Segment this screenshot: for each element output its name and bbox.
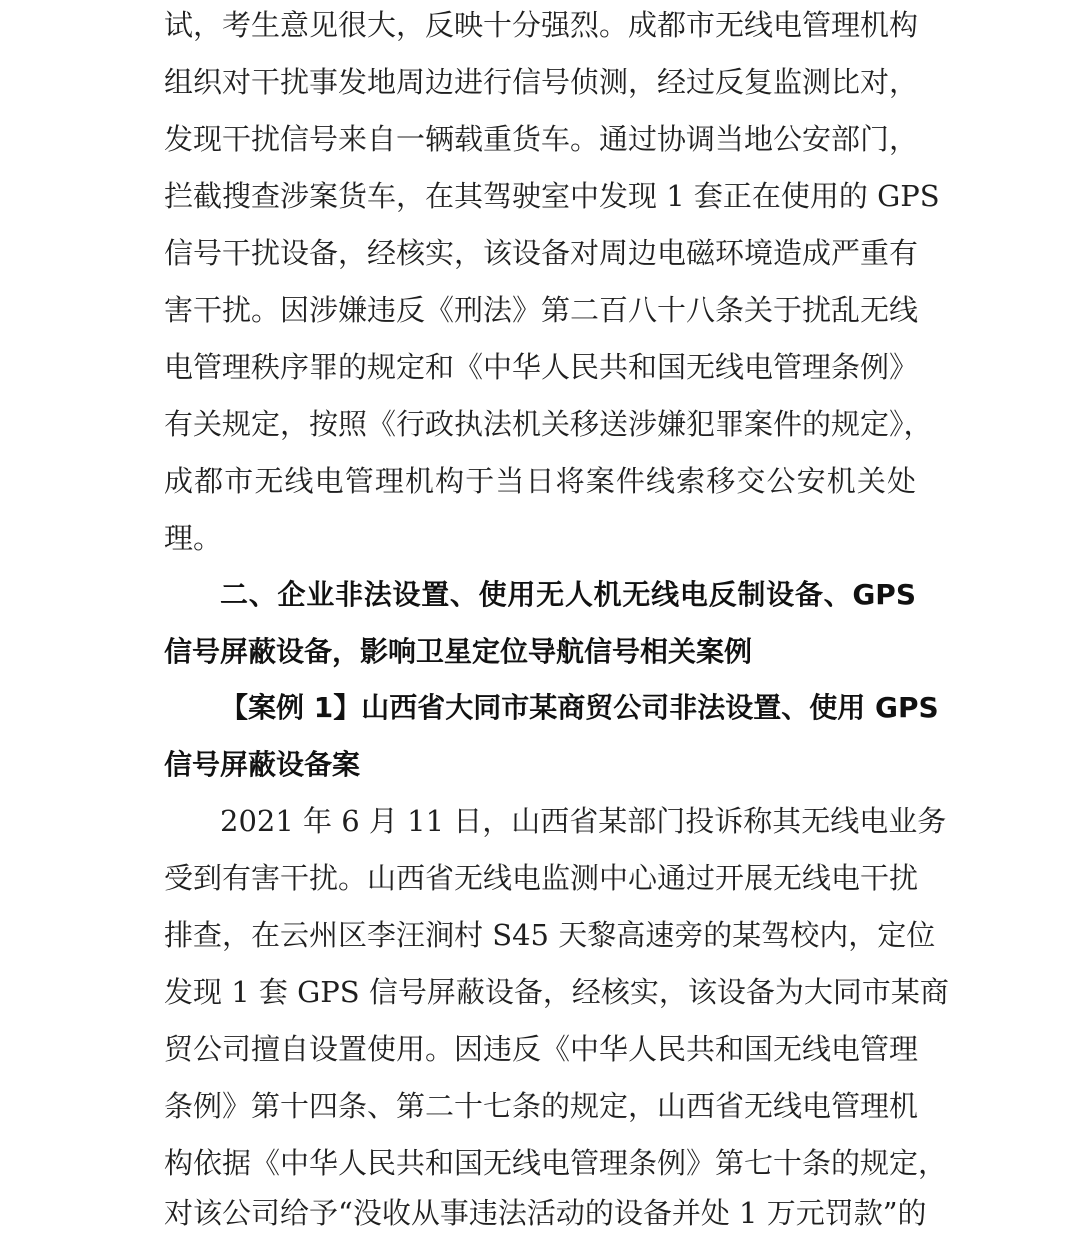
paragraph-line: 发现干扰信号来自一辆载重货车。通过协调当地公安部门， (164, 122, 919, 156)
paragraph-line: 有关规定，按照《行政执法机关移送涉嫌犯罪案件的规定》， (164, 407, 933, 441)
paragraph-line: 组织对干扰事发地周边进行信号侦测，经过反复监测比对， (164, 65, 919, 99)
paragraph-line: 试，考生意见很大，反映十分强烈。成都市无线电管理机构 (164, 8, 919, 42)
case-heading-line: 【案例 1】山西省大同市某商贸公司非法设置、使用 GPS (220, 691, 939, 724)
paragraph-line: 理。 (164, 521, 223, 555)
paragraph-line: 条例》第十四条、第二十七条的规定，山西省无线电管理机 (164, 1089, 919, 1123)
paragraph-line: 排查，在云州区李汪涧村 S45 天黎高速旁的某驾校内，定位 (164, 918, 936, 952)
paragraph-line: 拦截搜查涉案货车，在其驾驶室中发现 1 套正在使用的 GPS (164, 179, 940, 213)
paragraph-line: 发现 1 套 GPS 信号屏蔽设备，经核实，该设备为大同市某商 (164, 975, 949, 1009)
paragraph-line: 构依据《中华人民共和国无线电管理条例》第七十条的规定， (164, 1146, 948, 1180)
paragraph-line: 受到有害干扰。山西省无线电监测中心通过开展无线电干扰 (164, 861, 919, 895)
paragraph-line: 对该公司给予“没收从事违法活动的设备并处 1 万元罚款”的 (164, 1196, 927, 1230)
paragraph-line: 害干扰。因涉嫌违反《刑法》第二百八十八条关于扰乱无线 (164, 293, 919, 327)
paragraph-line: 2021 年 6 月 11 日，山西省某部门投诉称其无线电业务 (220, 804, 947, 838)
section-heading-line: 信号屏蔽设备，影响卫星定位导航信号相关案例 (164, 635, 753, 668)
paragraph-line: 电管理秩序罪的规定和《中华人民共和国无线电管理条例》 (164, 350, 919, 384)
paragraph-line: 成都市无线电管理机构于当日将案件线索移交公安机关处 (164, 464, 916, 498)
paragraph-line: 信号干扰设备，经核实，该设备对周边电磁环境造成严重有 (164, 236, 919, 270)
paragraph-line: 贸公司擅自设置使用。因违反《中华人民共和国无线电管理 (164, 1032, 919, 1066)
section-heading-line: 二、企业非法设置、使用无人机无线电反制设备、GPS (220, 578, 916, 611)
case-heading-line: 信号屏蔽设备案 (164, 748, 361, 781)
